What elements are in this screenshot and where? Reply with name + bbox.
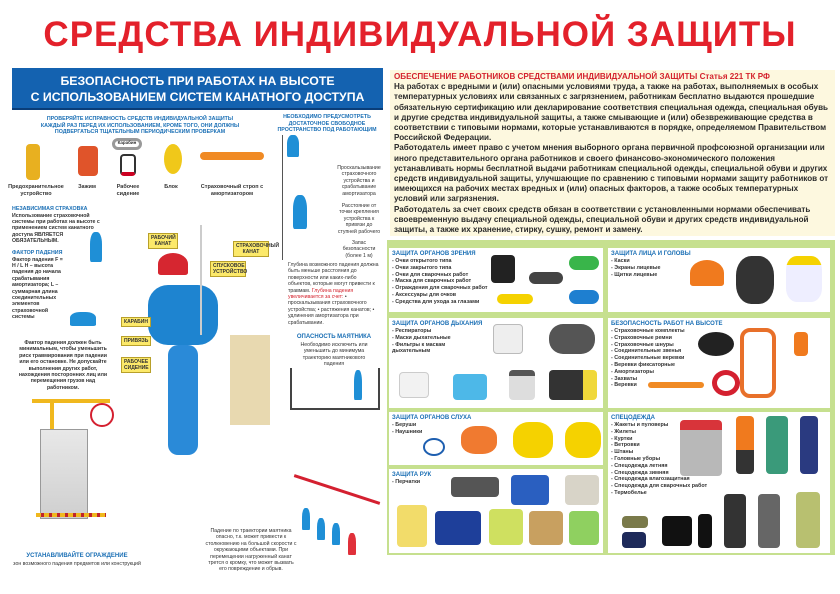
category-face-head [608, 248, 830, 312]
swing-worker [317, 518, 325, 540]
banner-line-2: С ИСПОЛЬЗОВАНИЕМ СИСТЕМ КАНАТНОГО ДОСТУПА [30, 90, 365, 104]
fence-title: УСТАНАВЛИВАЙТЕ ОГРАЖДЕНИЕ [26, 553, 128, 559]
category-workwear [608, 412, 830, 553]
category-height-safety [608, 318, 830, 408]
raincoat-image [766, 416, 788, 474]
independent-belay [12, 206, 102, 245]
list-item: - Соединительные веревки [611, 355, 685, 362]
pendulum-diagram [290, 368, 380, 410]
article-paragraph: Работодатель за счет своих средств обязан в соответствии с установленными нормами обеспечивать своевременную выдачу специальной одежды, специальной обуви и других средств индивидуальной защиты, а также их хранение, стирку, сушку, ремонт и замену. [394, 204, 811, 235]
earmuffs-image [513, 422, 553, 458]
worker-image [736, 416, 754, 474]
worker-legs [168, 345, 198, 455]
tag-harness: ПРИВЯЗЬ [121, 336, 151, 346]
gloves-image [451, 477, 499, 497]
fence-tape [36, 513, 106, 517]
depth-red: Глубина падения увеличивается за счет: [288, 287, 354, 301]
article-heading: ОБЕСПЕЧЕНИЕ РАБОТНИКОВ СРЕДСТВАМИ ИНДИВИДУАЛЬНОЙ ЗАЩИТЫ Статья 221 ТК РФ [394, 72, 770, 81]
list-item: - Спецодежда влагозащитная [611, 476, 690, 483]
respirator-image [493, 324, 523, 354]
blue-goggles-image [569, 290, 599, 304]
clearance-label: Расстояние от точки крепления устройства к привязи до ступней рабочего [337, 203, 381, 235]
clearance-label: Проскальзывание страховочного устройства и срабатывание амортизатора [337, 165, 381, 197]
pulley-image [164, 144, 182, 174]
suit-image [680, 420, 722, 476]
free-space-title: НЕОБХОДИМО ПРЕДУСМОТРЕТЬ ДОСТАТОЧНОЕ СВОБОДНОЕ ПРОСТРАНСТВО ПОД РАБОТАЮЩИМ [277, 114, 377, 133]
list-item: - Очки открытого типа [392, 258, 452, 264]
equipment-label: Предохранительное устройство [8, 184, 64, 197]
welding-mask-image [491, 255, 515, 283]
list-item: - Аксессуары для очков [392, 291, 457, 298]
depth-text [288, 262, 380, 326]
gloves-image [565, 475, 599, 505]
category-title: БЕЗОПАСНОСТЬ РАБОТ НА ВЫСОТЕ [611, 321, 723, 327]
dust-mask-image [399, 372, 429, 398]
rain-cape-image [724, 494, 746, 548]
tag-safety-rope: СТРАХОВОЧНЫЙ КАНАТ [233, 241, 269, 257]
equipment-label: Карабин [117, 140, 137, 145]
building-illustration [30, 395, 110, 525]
half-mask-image [509, 370, 535, 400]
list-item: - Веревки [611, 382, 637, 389]
category-title: СПЕЦОДЕЖДА [611, 415, 655, 421]
pendulum-worker [354, 370, 362, 400]
list-item: - Жилеты [611, 428, 637, 435]
crane-mast [50, 399, 54, 429]
cap-image [622, 516, 648, 528]
swing-worker [332, 523, 340, 545]
list-item: - Захваты [611, 375, 638, 382]
list-item: - Спецодежда для сварочных работ [611, 483, 708, 490]
independent-text: Использование страховочной системы при работах на высоте с применением систем канатного доступа ЯВЛЯЕТСЯ ОБЯЗАТЕЛЬНЫМ. [12, 212, 100, 245]
retractable-image [794, 332, 808, 356]
list-item: - Наушники [392, 428, 423, 435]
article-paragraph: Работодатель имеет право с учетом мнения выборного органа первичной профсоюзной организации или иного представительного органа работников и своего финансово-экономического положения устанавливать нормы бесплатной выдачи работникам специальной одежды, специальной обуви и других средств индивидуальной защиты, улучшающие по сравнению с типовыми нормами защиту работников от имеющихся на рабочих местах вредных и (или) опасных факторов, а также особых температурных условий или загрязнения. [394, 143, 829, 204]
equipment-row [8, 138, 272, 200]
fall-factor-note: Фактор падения должен быть минимальным, чтобы уменьшить риск травмирования при падении или его остановке. Не допускайте выполнения других работ, нахождения посторонних лиц или перемещения грузов над работником. [18, 340, 108, 391]
list-item: - Страховочные ремни [611, 334, 672, 341]
swing-worker-danger [348, 533, 356, 555]
worker-figure-hanging [293, 195, 307, 229]
list-item: - Респираторы [392, 328, 432, 334]
tag-carabiner: КАРАБИН [121, 317, 151, 327]
pendulum-note: Падение по траектории маятника опасно, т.к. может привести к столкновению на большой скорости с окружающими объектами. При перемещении нагруженный канат трется о кромку, что может вызвать его повреждение и обрыв. [205, 528, 297, 573]
closed-goggles-image [569, 256, 599, 270]
list-item: дыхательным [392, 348, 431, 355]
pendulum-title: ОПАСНОСТЬ МАЯТНИКА [296, 334, 372, 340]
equipment-label: Блок [164, 184, 178, 190]
list-item: - Экраны лицевые [611, 264, 661, 271]
list-item: - Соединительные звенья [611, 348, 682, 355]
swing-worker [302, 508, 310, 530]
list-item: - Спецодежда зимняя [611, 469, 669, 476]
fallen-worker-figure [70, 312, 96, 326]
lanyard-image [648, 382, 704, 388]
helmet-earmuffs-image [565, 422, 601, 458]
building [40, 429, 88, 519]
tag-work-seat: РАБОЧЕЕ СИДЕНИЕ [121, 357, 151, 373]
ppe-grid [387, 240, 835, 555]
list-item: - Ограждения для сварочных работ [392, 285, 488, 292]
face-screen-image [736, 256, 774, 304]
earplugs-image [461, 426, 497, 454]
list-item: - Жакеты и пуловеры [611, 422, 669, 428]
gloves-image [511, 475, 549, 505]
list-item: - Веревки фиксаторные [611, 361, 676, 368]
list-item: - Спецодежда летняя [611, 462, 668, 469]
tag-descender: СПУСКОВОЕ УСТРОЙСТВО [210, 261, 246, 277]
edge-arrow [294, 474, 381, 505]
category-hand [389, 469, 603, 553]
beanie-image [622, 532, 646, 548]
clamp-image [78, 146, 98, 176]
harness-image [740, 328, 776, 398]
check-note: ПРОВЕРЯЙТЕ ИСПРАВНОСТЬ СРЕДСТВ ИНДИВИДУАЛЬНОЙ ЗАЩИТЫ КАЖДЫЙ РАЗ ПЕРЕД ИХ ИСПОЛЬЗОВАНИЕМ, КРОМЕ ТОГО, ОНИ ДОЛЖНЫ ПОДВЕРГАТЬСЯ ТЩАТЕЛЬНЫМ ПЕРИОДИЧЕСКИМ ПРОВЕРКАМ [40, 116, 240, 135]
rope [200, 225, 202, 335]
fall-factor-text: Фактор падения F = H / L H – высота падения до начала срабатывания амортизатора; L – суммарная длина соединительных элементов страховочной системы [12, 256, 63, 321]
list-item: - Амортизаторы [611, 368, 654, 375]
band-earplugs-image [423, 438, 445, 456]
face-shield-image [786, 256, 822, 302]
list-item: - Каски [611, 258, 630, 264]
list-item: - Страховочные комплекты [611, 328, 685, 334]
helmet [158, 253, 188, 275]
gloves-image [569, 511, 599, 545]
list-item: - Маски дыхательные [392, 334, 451, 341]
list-item: - Термобелье [611, 489, 647, 496]
independent-title: НЕЗАВИСИМАЯ СТРАХОВКА [12, 206, 88, 212]
hazard-circle [90, 403, 114, 427]
list-item: - Средства для ухода за глазами [392, 298, 480, 305]
category-title: ЗАЩИТА РУК [392, 472, 432, 478]
falling-worker-figure [90, 232, 102, 262]
helmet-image [690, 260, 724, 286]
list-item: - Страховочные шнуры [611, 341, 674, 348]
clearance-label: Запас безопасности (более 1 м) [342, 240, 376, 259]
pendulum-text: Необходимо исключить или уменьшить до минимума траекторию маятникового падения [300, 342, 368, 368]
thermal-pants-image [698, 514, 712, 548]
equipment-label: Страховочный строп с амортизатором [200, 184, 264, 197]
category-title: ЗАЩИТА ОРГАНОВ ЗРЕНИЯ [392, 251, 476, 257]
worker-suit-image [758, 494, 780, 548]
open-glasses-image [497, 294, 533, 304]
list-item: - Ветровки [611, 442, 640, 449]
category-title: ЗАЩИТА ОРГАНОВ СЛУХА [392, 415, 472, 421]
depth-main: Глубина возможного падения должна быть меньше расстояния до поверхности или каких-либо объектов, которые могут привести к травмам. [288, 262, 379, 294]
gas-mask-image [549, 324, 595, 354]
list-item: - Штаны [611, 449, 634, 456]
gloves-image [397, 505, 427, 547]
lanyard-image [200, 152, 264, 160]
thermal-shirt-image [662, 516, 692, 546]
seat-image [120, 154, 136, 176]
fall-factor [12, 250, 64, 321]
pendulum-swing-diagram [292, 478, 382, 553]
clearance-diagram [282, 135, 332, 260]
category-respiratory [389, 318, 603, 408]
rope-access-worker-photo [140, 225, 270, 475]
article-paragraph: На работах с вредными и (или) опасными условиями труда, а также на работах, выполняемых в особых температурных условиях или связанных с загрязнением, работникам бесплатно выдаются прошедшие обязательную сертификацию или декларирование соответствия специальная одежда, специальная обувь и другие средства индивидуальной защиты, а также смывающие и (или) обезвреживающие средства в соответствии с типовыми нормами, которые устанавливаются в порядке, определяемом Правительством Российской Федерации. [394, 82, 829, 143]
equipment-label: Рабочее сидение [116, 184, 140, 197]
wall [230, 335, 270, 425]
list-item: - Очки закрытого типа [392, 264, 452, 271]
welding-goggles-image [529, 272, 563, 284]
belt-image [698, 332, 734, 356]
tag-working-rope: РАБОЧИЙ КАНАТ [148, 233, 178, 249]
worker-torso [148, 285, 218, 345]
poster-title: СРЕДСТВА ИНДИВИДУАЛЬНОЙ ЗАЩИТЫ [43, 15, 797, 54]
gloves-image [435, 511, 481, 545]
banner-line-1: БЕЗОПАСНОСТЬ ПРИ РАБОТАХ НА ВЫСОТЕ [60, 74, 335, 88]
blue-mask-image [453, 374, 487, 400]
category-hearing [389, 412, 603, 465]
list-item: - Куртки [611, 435, 633, 442]
gloves-image [489, 509, 523, 545]
welder-suit-image [796, 492, 820, 548]
category-title: ЗАЩИТА ОРГАНОВ ДЫХАНИЯ [392, 321, 483, 327]
article-221 [390, 70, 835, 236]
category-title: ЗАЩИТА ЛИЦА И ГОЛОВЫ [611, 251, 691, 257]
gloves-image [529, 511, 563, 545]
list-item: - Маска для сварочных работ [392, 278, 472, 285]
list-item: - Беруши [392, 422, 417, 428]
worker-figure-top [287, 135, 299, 157]
safety-device-image [26, 144, 40, 180]
section-banner [12, 68, 383, 110]
list-item: - Перчатки [392, 479, 421, 485]
list-item: - Головные уборы [611, 455, 661, 462]
equipment-label: Зажим [78, 184, 96, 190]
coverall-image [800, 416, 818, 474]
strap-image [712, 370, 740, 396]
fence-text: зон возможного падения предметов или конструкций [13, 561, 141, 567]
depth-items: • проскальзывания страховочного устройства; • растяжения канатов; • удлинения амортизатора при срабатывании. [288, 294, 375, 326]
cartridge-mask-image [549, 370, 597, 400]
category-eye-protection [389, 248, 603, 312]
list-item: - Щитки лицевые [611, 271, 658, 278]
list-item: - Очки для сварочных работ [392, 271, 469, 278]
fall-factor-title: ФАКТОР ПАДЕНИЯ [12, 250, 63, 256]
list-item: - Фильтры к маскам [392, 341, 446, 348]
